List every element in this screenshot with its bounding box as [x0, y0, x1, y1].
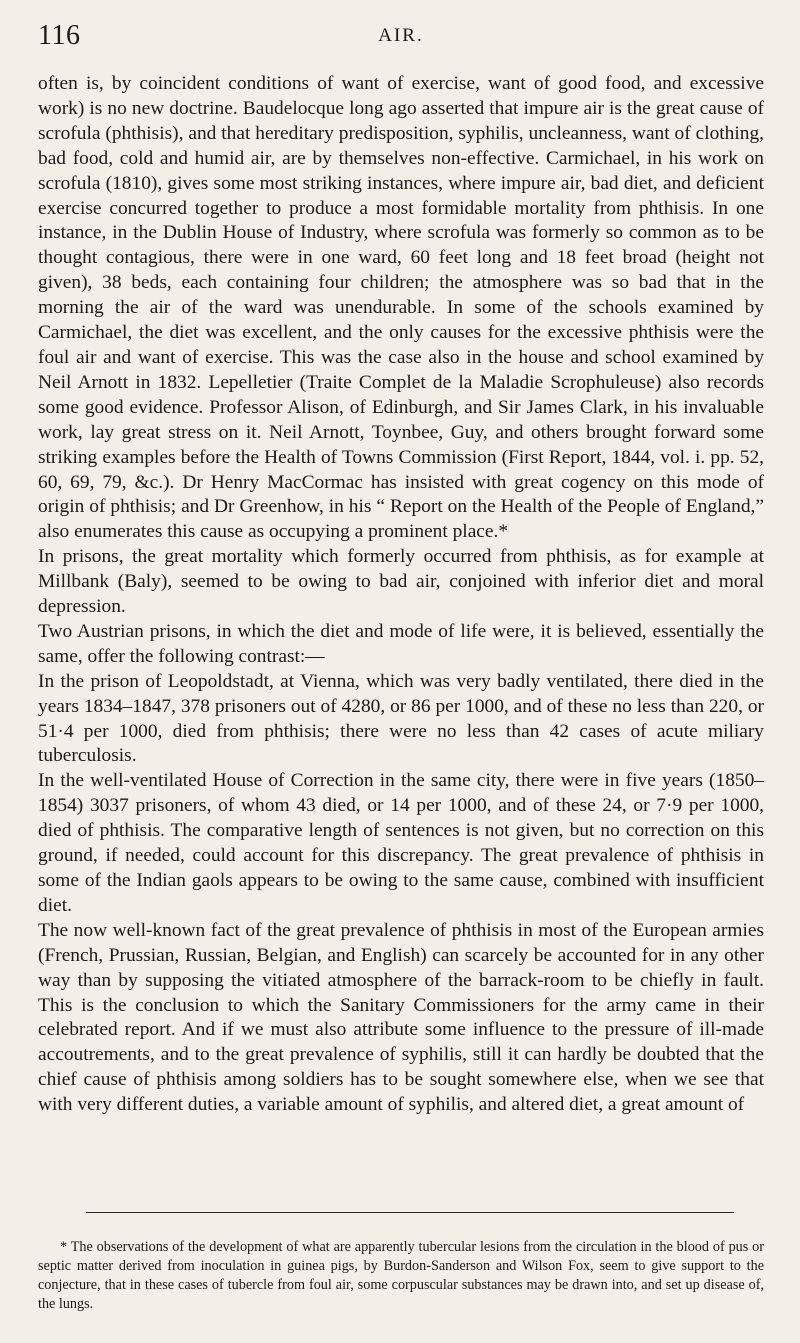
- paragraph: often is, by coincident conditions of want of exercise, want of good food, and excessive work) is no new doctrine. Baudelocque long ago asserted that impure air is the great cause of scrofula (phthisis), and that hereditary predisposition, syphilis, uncleanness, want of clothing, bad food, cold and humid air, are by themselves non-effective. Carmichael, in his work on scrofula (1810), gives some most striking instances, where impure air, bad diet, and deficient exercise concurred together to produce a most formidable mortality from phthisis. In one instance, in the Dublin House of Industry, where scrofula was formerly so common as to be thought contagious, there were in one ward, 60 feet long and 18 feet broad (height not given), 38 beds, each containing four children; the atmosphere was so bad that in the morning the air of the ward was unendurable. In some of the schools examined by Carmichael, the diet was excellent, and the only causes for the excessive phthisis were the foul air and want of exercise. This was the case also in the house and school examined by Neil Arnott in 1832. Lepelletier (Traite Complet de la Maladie Scrophuleuse) also records some good evidence. Professor Alison, of Edinburgh, and Sir James Clark, in his invaluable work, lay great stress on it. Neil Arnott, Toynbee, Guy, and others brought forward some striking examples before the Health of Towns Commission (First Report, 1844, vol. i. pp. 52, 60, 69, 79, &c.). Dr Henry MacCormac has insisted with great cogency on this mode of origin of phthisis; and Dr Greenhow, in his “ Report on the Health of the People of England,” also enumerates this cause as occupying a prominent place.*: [38, 73, 764, 543]
- paragraph: In prisons, the great mortality which formerly occurred from phthisis, as for example at Millbank (Baly), seemed to be owing to bad air, conjoined with inferior diet and moral depression.: [38, 546, 764, 618]
- page-header: [38, 0, 764, 70]
- paragraph: Two Austrian prisons, in which the diet and mode of life were, it is believed, essentially the same, offer the following contrast:—: [38, 620, 764, 667]
- page-number: 116: [38, 20, 81, 51]
- running-head: AIR.: [378, 25, 424, 46]
- paragraph: The now well-known fact of the great prevalence of phthisis in most of the European armies (French, Prussian, Russian, Belgian, and English) can scarcely be accounted for in any other way than by supposing the vitiated atmosphere of the barrack-room to be chiefly in fault. This is the conclusion to which the Sanitary Commissioners for the army came in their celebrated report. And if we must also attribute some influence to the pressure of ill-made accoutrements, and to the great prevalence of syphilis, still it can hardly be doubted that the chief cause of phthisis among soldiers has to be sought somewhere else, when we see that with very different duties, a variable amount of syphilis, and altered diet, a great amount of: [38, 919, 764, 1116]
- book-page: [38, 0, 764, 1343]
- body-text: [38, 72, 764, 1118]
- paragraph: In the prison of Leopoldstadt, at Vienna, which was very badly ventilated, there died in the years 1834–1847, 378 prisoners out of 4280, or 86 per 1000, and of these no less than 220, or 51·4 per 1000, died from phthisis; there were no less than 42 cases of acute miliary tuberculosis.: [38, 670, 764, 767]
- paragraph: In the well-ventilated House of Correction in the same city, there were in five years (1850–1854) 3037 prisoners, of whom 43 died, or 14 per 1000, and of these 24, or 7·9 per 1000, died of phthisis. The comparative length of sentences is not given, but no correction on this ground, if needed, could account for this discrepancy. The great prevalence of phthisis in some of the Indian gaols appears to be owing to the same cause, combined with insufficient diet.: [38, 770, 764, 916]
- footnote: * The observations of the development of what are apparently tubercular lesions from the circulation in the blood of pus or septic matter derived from inoculation in guinea pigs, by Burdon-Sanderson and Wilson Fox, seem to give support to the conjecture, that in these cases of tubercle from foul air, some corpuscular substances may be drawn into, and set up disease of, the lungs.: [38, 1239, 764, 1313]
- footnote-divider: [86, 1212, 734, 1213]
